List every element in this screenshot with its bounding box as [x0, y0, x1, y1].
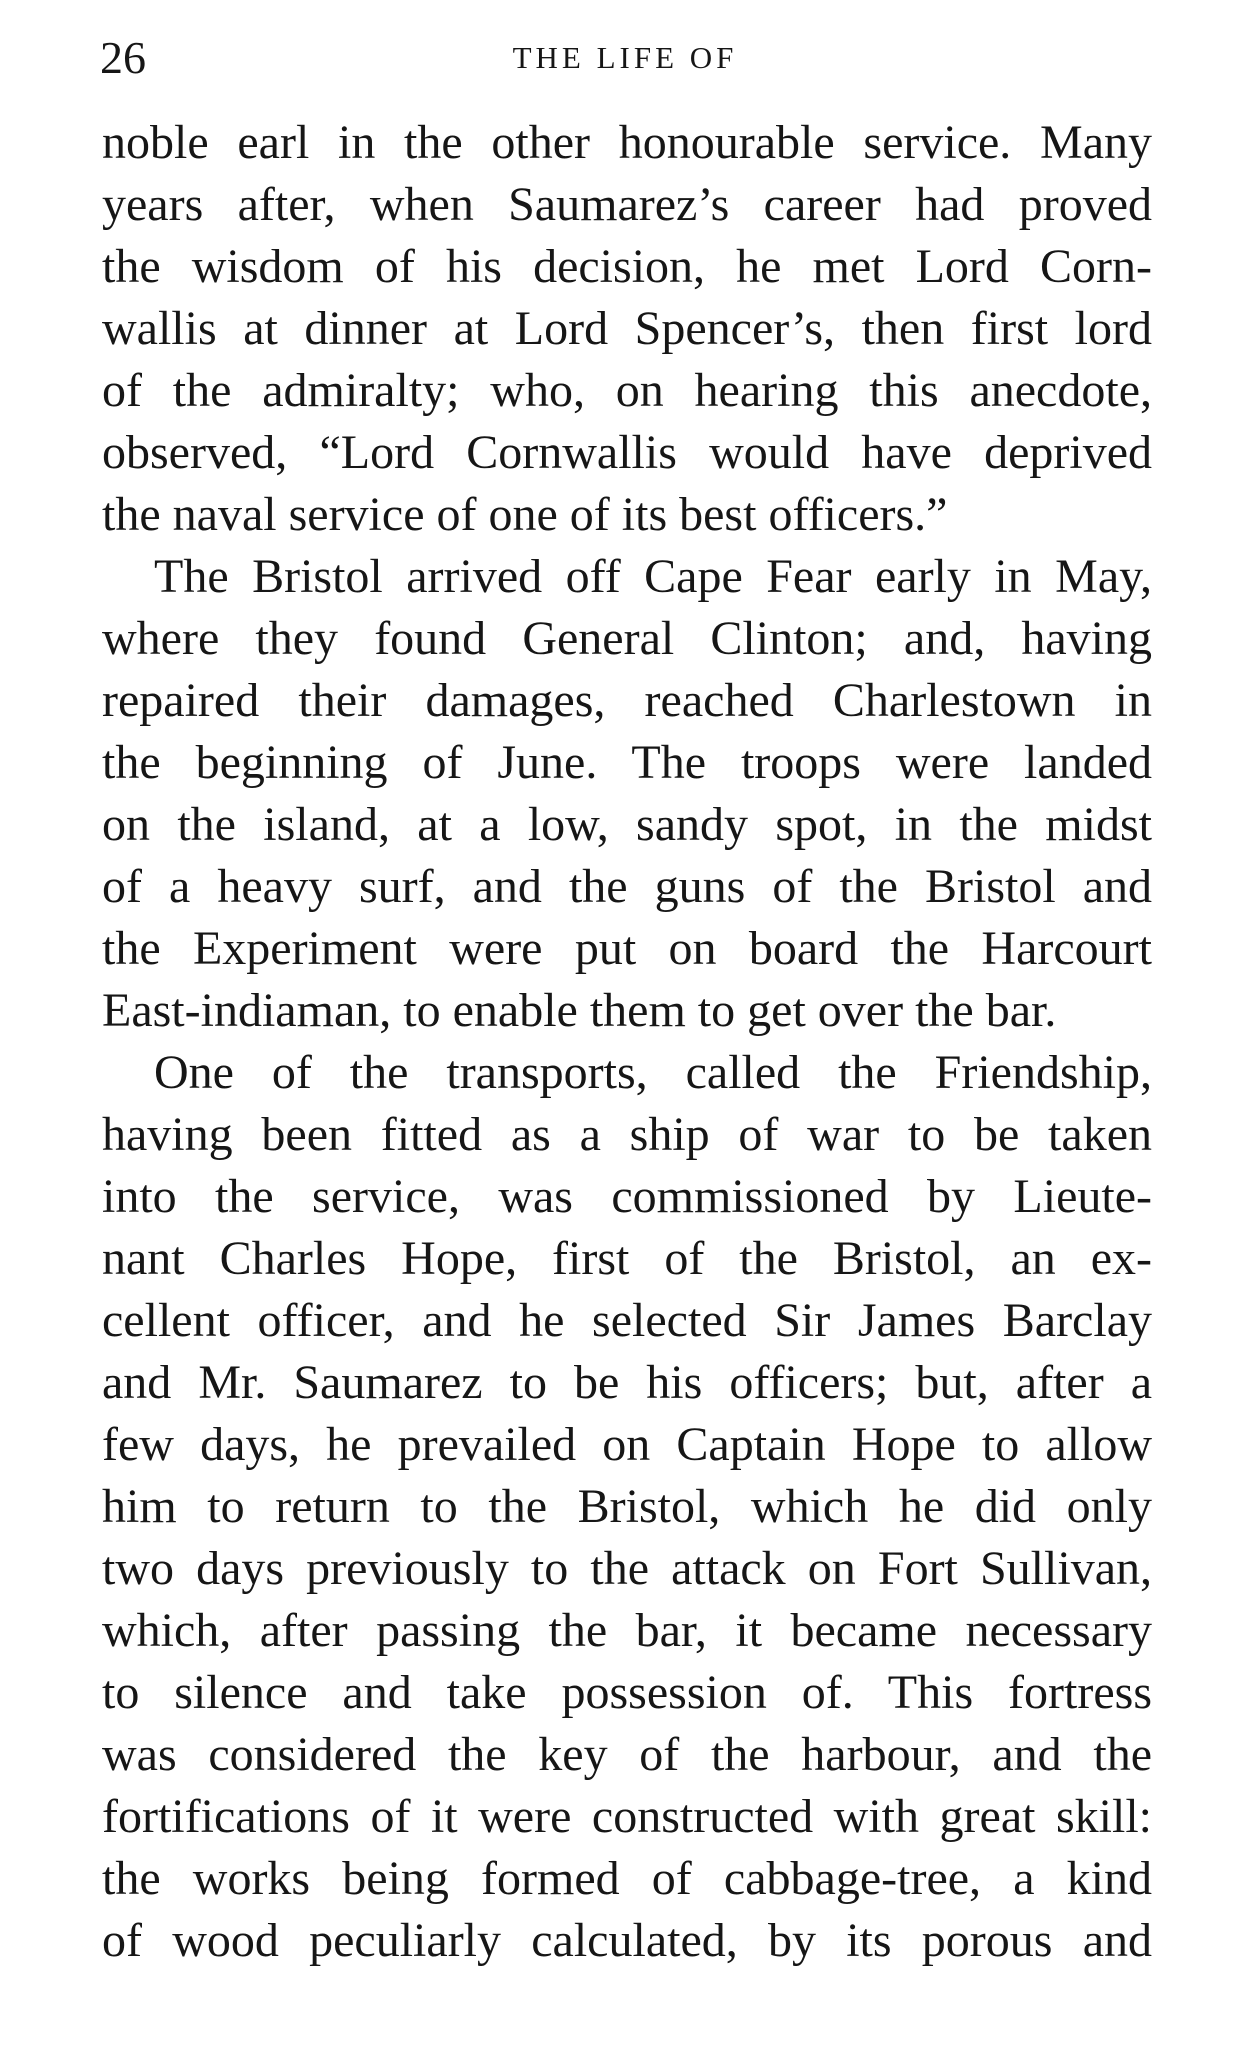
text-line: One of the transports, called the Friendship, [154, 1046, 1152, 1099]
body-text [102, 112, 1152, 1972]
running-title: THE LIFE OF [512, 40, 738, 75]
text-line: on the island, at a low, sandy spot, in the midst [102, 798, 1152, 851]
text-line: The Bristol arrived off Cape Fear early in May, [154, 550, 1152, 603]
text-line: East-indiaman, to enable them to get over the bar. [102, 984, 1057, 1037]
text-line: the wisdom of his decision, he met Lord Corn- [102, 240, 1152, 293]
text-line: of a heavy surf, and the guns of the Bristol and [102, 860, 1152, 913]
text-line: the beginning of June. The troops were landed [102, 736, 1152, 789]
text-line: and Mr. Saumarez to be his officers; but, after a [102, 1356, 1152, 1409]
text-line: few days, he prevailed on Captain Hope to allow [102, 1418, 1152, 1471]
text-line: was considered the key of the harbour, and the [102, 1728, 1152, 1781]
paragraph-1 [102, 112, 1152, 546]
text-line: into the service, was commissioned by Lieute- [102, 1170, 1152, 1223]
text-line: fortifications of it were constructed with great skill: [102, 1790, 1152, 1843]
text-line: wallis at dinner at Lord Spencer’s, then first lord [102, 302, 1152, 355]
paragraph-2 [102, 546, 1152, 1042]
running-head [100, 28, 1150, 88]
text-line: noble earl in the other honourable service. Many [102, 116, 1152, 169]
text-line: nant Charles Hope, first of the Bristol, an ex- [102, 1232, 1152, 1285]
paragraph-3 [102, 1042, 1152, 1972]
page-number: 26 [100, 32, 146, 83]
text-line: of wood peculiarly calculated, by its porous and [102, 1914, 1152, 1967]
text-line: him to return to the Bristol, which he did only [102, 1480, 1152, 1533]
text-line: to silence and take possession of. This fortress [102, 1666, 1152, 1719]
text-line: two days previously to the attack on Fort Sullivan, [102, 1542, 1152, 1595]
text-line: which, after passing the bar, it became necessary [102, 1604, 1152, 1657]
text-line: the naval service of one of its best officers.” [102, 488, 948, 541]
text-line: the Experiment were put on board the Harcourt [102, 922, 1152, 975]
text-line: repaired their damages, reached Charlestown in [102, 674, 1152, 727]
text-line: where they found General Clinton; and, having [102, 612, 1152, 665]
text-line: years after, when Saumarez’s career had proved [102, 178, 1152, 231]
text-line: observed, “Lord Cornwallis would have deprived [102, 426, 1152, 479]
text-line: cellent officer, and he selected Sir James Barclay [102, 1294, 1152, 1347]
text-line: the works being formed of cabbage-tree, a kind [102, 1852, 1152, 1905]
text-line: of the admiralty; who, on hearing this anecdote, [102, 364, 1152, 417]
text-line: having been fitted as a ship of war to be taken [102, 1108, 1152, 1161]
